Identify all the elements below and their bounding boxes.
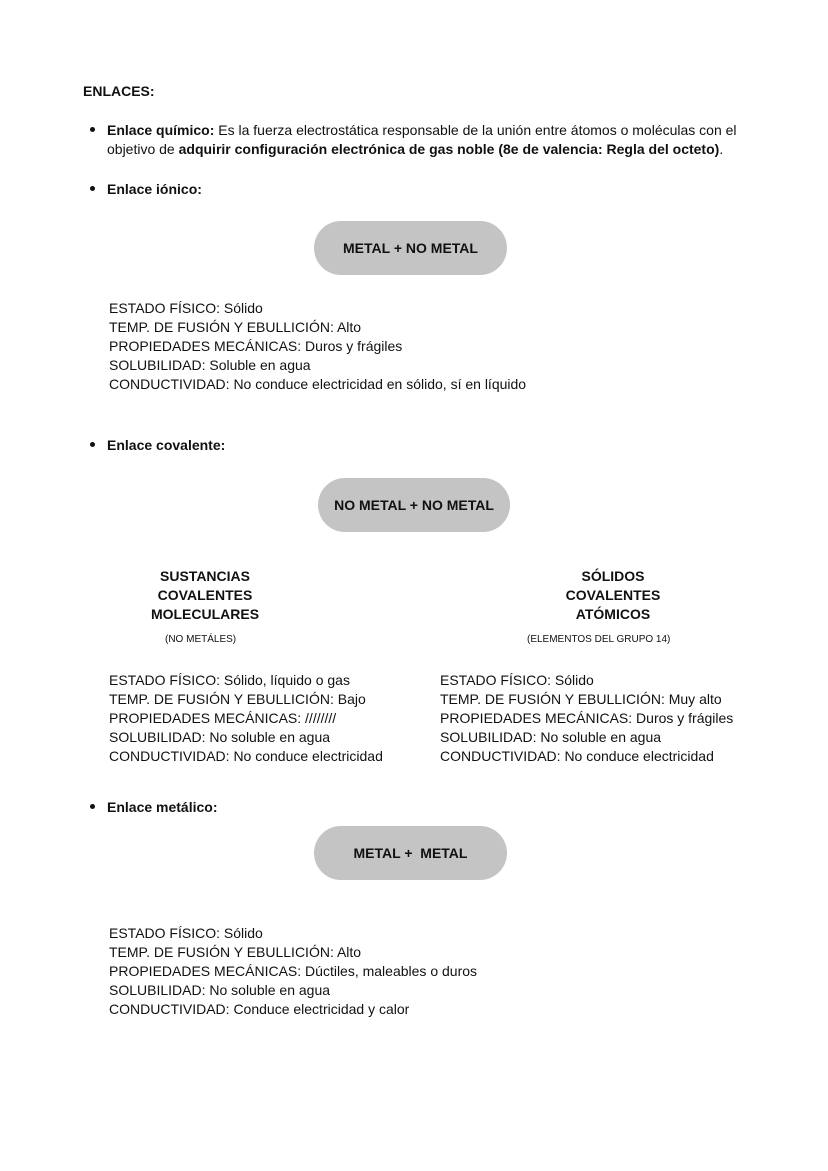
atomic-property-solubility: SOLUBILIDAD: No soluble en agua bbox=[440, 729, 662, 745]
atomic-property-state: ESTADO FÍSICO: Sólido bbox=[440, 672, 594, 688]
molecular-subtitle: (NO METÁLES) bbox=[165, 634, 237, 645]
covalent-title: Enlace covalente: bbox=[107, 437, 226, 453]
ionic-property-solubility: SOLUBILIDAD: Soluble en agua bbox=[109, 357, 311, 373]
atomic-title-line: COVALENTES bbox=[565, 587, 661, 603]
ionic-pill: METAL + NO METAL bbox=[314, 221, 507, 275]
metallic-properties bbox=[109, 924, 477, 1019]
metallic-property-conductivity: CONDUCTIVIDAD: Conduce electricidad y calor bbox=[109, 1001, 410, 1017]
molecular-column-title bbox=[115, 567, 295, 624]
ionic-title: Enlace iónico: bbox=[107, 181, 202, 197]
bullet-dot-icon bbox=[90, 127, 95, 132]
metallic-property-temperature: TEMP. DE FUSIÓN Y EBULLICIÓN: Alto bbox=[109, 944, 362, 960]
definition-text-before: Es la fuerza electrostática responsable de la unión entre átomos o moléculas con el objetivo de bbox=[107, 122, 737, 157]
molecular-property-state: ESTADO FÍSICO: Sólido, líquido o gas bbox=[109, 672, 350, 688]
molecular-title-line: COVALENTES bbox=[157, 587, 253, 603]
atomic-title-line: ATÓMICOS bbox=[575, 606, 651, 622]
ionic-property-temperature: TEMP. DE FUSIÓN Y EBULLICIÓN: Alto bbox=[109, 319, 362, 335]
page-heading: ENLACES: bbox=[83, 83, 155, 99]
definition-paragraph bbox=[107, 121, 757, 159]
molecular-title-line: MOLECULARES bbox=[150, 606, 260, 622]
bullet-dot-icon bbox=[90, 186, 95, 191]
molecular-title-line: SUSTANCIAS bbox=[160, 568, 250, 584]
atomic-property-conductivity: CONDUCTIVIDAD: No conduce electricidad bbox=[440, 748, 714, 764]
atomic-subtitle: (ELEMENTOS DEL GRUPO 14) bbox=[527, 634, 671, 645]
atomic-properties bbox=[440, 671, 733, 766]
atomic-property-temperature: TEMP. DE FUSIÓN Y EBULLICIÓN: Muy alto bbox=[440, 691, 722, 707]
definition-term: Enlace químico: bbox=[107, 122, 215, 138]
metallic-property-mechanical: PROPIEDADES MECÁNICAS: Dúctiles, maleables o duros bbox=[109, 963, 478, 979]
metallic-pill: METAL + METAL bbox=[314, 826, 507, 880]
ionic-property-state: ESTADO FÍSICO: Sólido bbox=[109, 300, 263, 316]
atomic-column-title bbox=[523, 567, 703, 624]
metallic-property-solubility: SOLUBILIDAD: No soluble en agua bbox=[109, 982, 331, 998]
atomic-title-line: SÓLIDOS bbox=[581, 568, 645, 584]
molecular-property-temperature: TEMP. DE FUSIÓN Y EBULLICIÓN: Bajo bbox=[109, 691, 366, 707]
atomic-property-mechanical: PROPIEDADES MECÁNICAS: Duros y frágiles bbox=[440, 710, 734, 726]
metallic-title: Enlace metálico: bbox=[107, 799, 218, 815]
metallic-property-state: ESTADO FÍSICO: Sólido bbox=[109, 925, 263, 941]
bullet-dot-icon bbox=[90, 442, 95, 447]
ionic-property-mechanical: PROPIEDADES MECÁNICAS: Duros y frágiles bbox=[109, 338, 403, 354]
molecular-property-solubility: SOLUBILIDAD: No soluble en agua bbox=[109, 729, 331, 745]
ionic-property-conductivity: CONDUCTIVIDAD: No conduce electricidad en sólido, sí en líquido bbox=[109, 376, 527, 392]
molecular-property-conductivity: CONDUCTIVIDAD: No conduce electricidad bbox=[109, 748, 383, 764]
molecular-properties bbox=[109, 671, 383, 766]
covalent-pill: NO METAL + NO METAL bbox=[318, 478, 510, 532]
molecular-property-mechanical: PROPIEDADES MECÁNICAS: //////// bbox=[109, 710, 337, 726]
ionic-properties bbox=[109, 299, 526, 394]
definition-bold-phrase: adquirir configuración electrónica de gas noble (8e de valencia: Regla del octeto) bbox=[178, 141, 720, 157]
definition-text-after: . bbox=[719, 141, 724, 157]
bullet-dot-icon bbox=[90, 804, 95, 809]
